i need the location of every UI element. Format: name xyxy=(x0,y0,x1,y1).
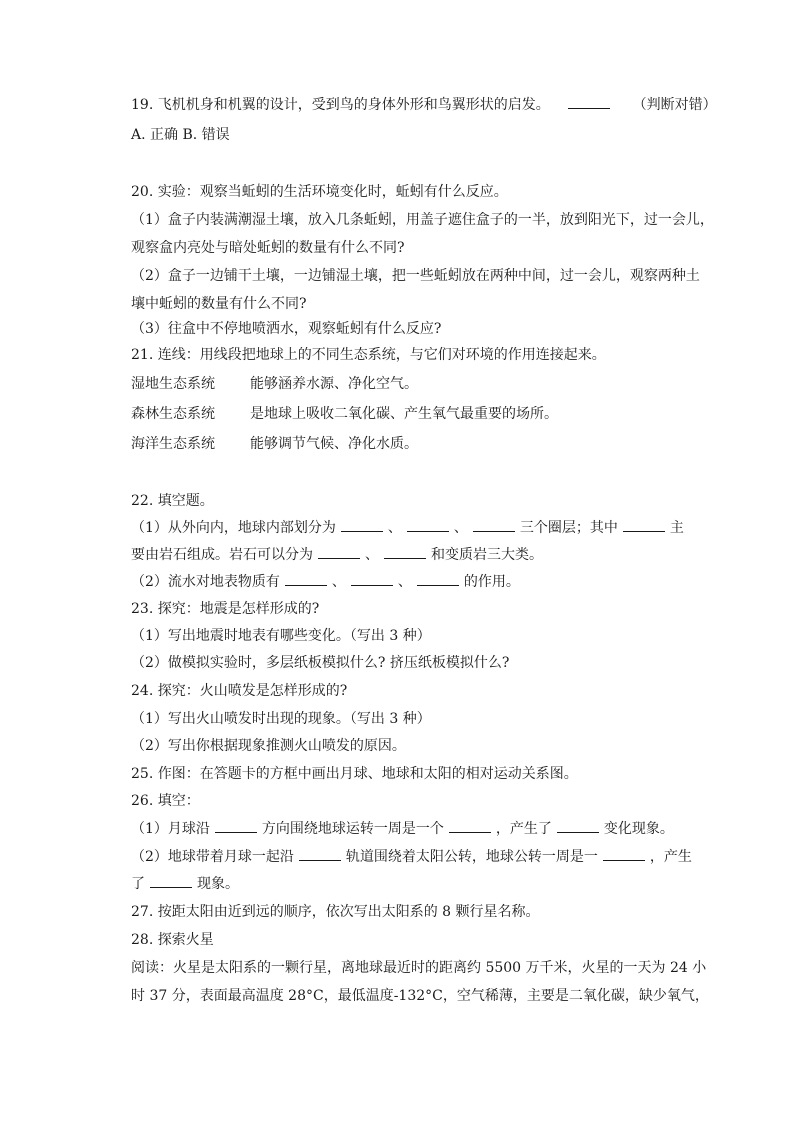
question-text: （2）地球带着月球一起沿 xyxy=(131,849,294,865)
question-23-line: （1）写出地震时地表有哪些变化。（写出 3 种） xyxy=(131,628,431,644)
ecosystem-term[interactable]: 湿地生态系统 xyxy=(131,376,215,392)
question-19-text: 19. 飞机机身和机翼的设计，受到鸟的身体外形和鸟翼形状的启发。 xyxy=(131,97,550,113)
ecosystem-term[interactable]: 海洋生态系统 xyxy=(131,436,215,452)
answer-blank[interactable] xyxy=(318,546,360,559)
question-22-line-2 xyxy=(131,546,543,564)
question-20-line: （3）往盒中不停地喷洒水，观察蚯蚓有什么反应? xyxy=(131,321,442,337)
question-24-line: （2）写出你根据现象推测火山喷发的原因。 xyxy=(131,738,406,754)
question-19 xyxy=(131,96,717,114)
question-text: （1）从外向内，地球内部划分为 xyxy=(131,520,336,536)
ecosystem-function[interactable]: 能够涵养水源、净化空气。 xyxy=(250,376,418,392)
question-text: 主 xyxy=(669,520,684,536)
question-text: ，产生了 xyxy=(495,821,552,837)
question-22-line-1 xyxy=(131,519,684,537)
question-26-line-1 xyxy=(131,820,674,838)
question-28-reading: 阅读：火星是太阳系的一颗行星，离地球最近时的距离约 5500 万千米，火星的一天为 24 小 xyxy=(131,960,707,976)
answer-blank[interactable] xyxy=(417,573,459,586)
question-text: 变化现象。 xyxy=(603,821,674,837)
question-23-line: （2）做模拟实验时，多层纸板模拟什么? 挤压纸板模拟什么? xyxy=(131,655,510,671)
question-20-line: 观察盒内亮处与暗处蚯蚓的数量有什么不同? xyxy=(131,240,405,256)
question-text: 要由岩石组成。岩石可以分为 xyxy=(131,547,313,563)
question-text: 和变质岩三大类。 xyxy=(431,547,543,563)
separator: 、 xyxy=(365,547,379,563)
question-21-title: 21. 连线：用线段把地球上的不同生态系统，与它们对环境的作用连接起来。 xyxy=(131,347,606,363)
answer-blank[interactable] xyxy=(215,820,257,833)
question-text: 方向围绕地球运转一周是一个 xyxy=(261,821,444,837)
answer-blank[interactable] xyxy=(603,848,645,861)
answer-blank[interactable] xyxy=(449,820,491,833)
question-27-title: 27. 按距太阳由近到远的顺序，依次写出太阳系的 8 颗行星名称。 xyxy=(131,904,540,920)
question-text: 的作用。 xyxy=(463,574,520,590)
answer-blank[interactable] xyxy=(299,848,341,861)
answer-blank[interactable] xyxy=(341,519,383,532)
question-19-tail: （判断对错） xyxy=(632,97,717,113)
question-text: 现象。 xyxy=(197,876,239,892)
question-text: （2）流水对地表物质有 xyxy=(131,574,280,590)
ecosystem-function[interactable]: 能够调节气候、净化水质。 xyxy=(250,436,418,452)
separator: 、 xyxy=(331,574,346,590)
question-20-line: （2）盒子一边铺干土壤，一边铺湿土壤，把一些蚯蚓放在两种中间，过一会儿，观察两种土 xyxy=(131,268,700,284)
answer-blank[interactable] xyxy=(623,519,665,532)
answer-blank[interactable] xyxy=(384,546,426,559)
question-22-title: 22. 填空题。 xyxy=(131,493,214,509)
question-19-options: A. 正确 B. 错误 xyxy=(131,127,230,143)
answer-blank[interactable] xyxy=(285,573,327,586)
question-26-line-2 xyxy=(131,848,692,866)
question-text: 了 xyxy=(131,876,145,892)
question-text: 轨道围绕着太阳公转，地球公转一周是一 xyxy=(345,849,598,865)
question-text: （1）月球沿 xyxy=(131,821,210,837)
question-23-title: 23. 探究：地震是怎样形成的? xyxy=(131,601,320,617)
separator: 、 xyxy=(453,520,468,536)
separator: 、 xyxy=(387,520,402,536)
answer-blank[interactable] xyxy=(473,519,515,532)
question-26-title: 26. 填空： xyxy=(131,793,200,809)
answer-blank[interactable] xyxy=(351,573,393,586)
question-26-line-3 xyxy=(131,875,239,893)
question-20-line: （1）盒子内装满潮湿土壤，放入几条蚯蚓，用盖子遮住盒子的一半，放到阳光下，过一会儿， xyxy=(131,212,714,228)
question-25-title: 25. 作图：在答题卡的方框中画出月球、地球和太阳的相对运动关系图。 xyxy=(131,766,578,782)
question-24-line: （1）写出火山喷发时出现的现象。（写出 3 种） xyxy=(131,711,431,727)
question-28-title: 28. 探索火星 xyxy=(131,932,214,948)
question-20-line: 壤中蚯蚓的数量有什么不同? xyxy=(131,296,307,312)
answer-blank[interactable] xyxy=(568,96,610,109)
answer-blank[interactable] xyxy=(557,820,599,833)
question-text: 三个圈层；其中 xyxy=(519,520,618,536)
ecosystem-term[interactable]: 森林生态系统 xyxy=(131,406,215,422)
answer-blank[interactable] xyxy=(407,519,449,532)
answer-blank[interactable] xyxy=(150,875,192,888)
question-24-title: 24. 探究：火山喷发是怎样形成的? xyxy=(131,683,348,699)
separator: 、 xyxy=(397,574,412,590)
ecosystem-function[interactable]: 是地球上吸收二氧化碳、产生氧气最重要的场所。 xyxy=(250,406,558,422)
question-22-line-3 xyxy=(131,573,520,591)
question-20-title: 20. 实验：观察当蚯蚓的生活环境变化时，蚯蚓有什么反应。 xyxy=(131,184,508,200)
question-28-reading: 时 37 分，表面最高温度 28°C，最低温度-132°C，空气稀薄，主要是二氧化碳，缺少氧气， xyxy=(131,988,709,1004)
question-text: ，产生 xyxy=(649,849,692,865)
